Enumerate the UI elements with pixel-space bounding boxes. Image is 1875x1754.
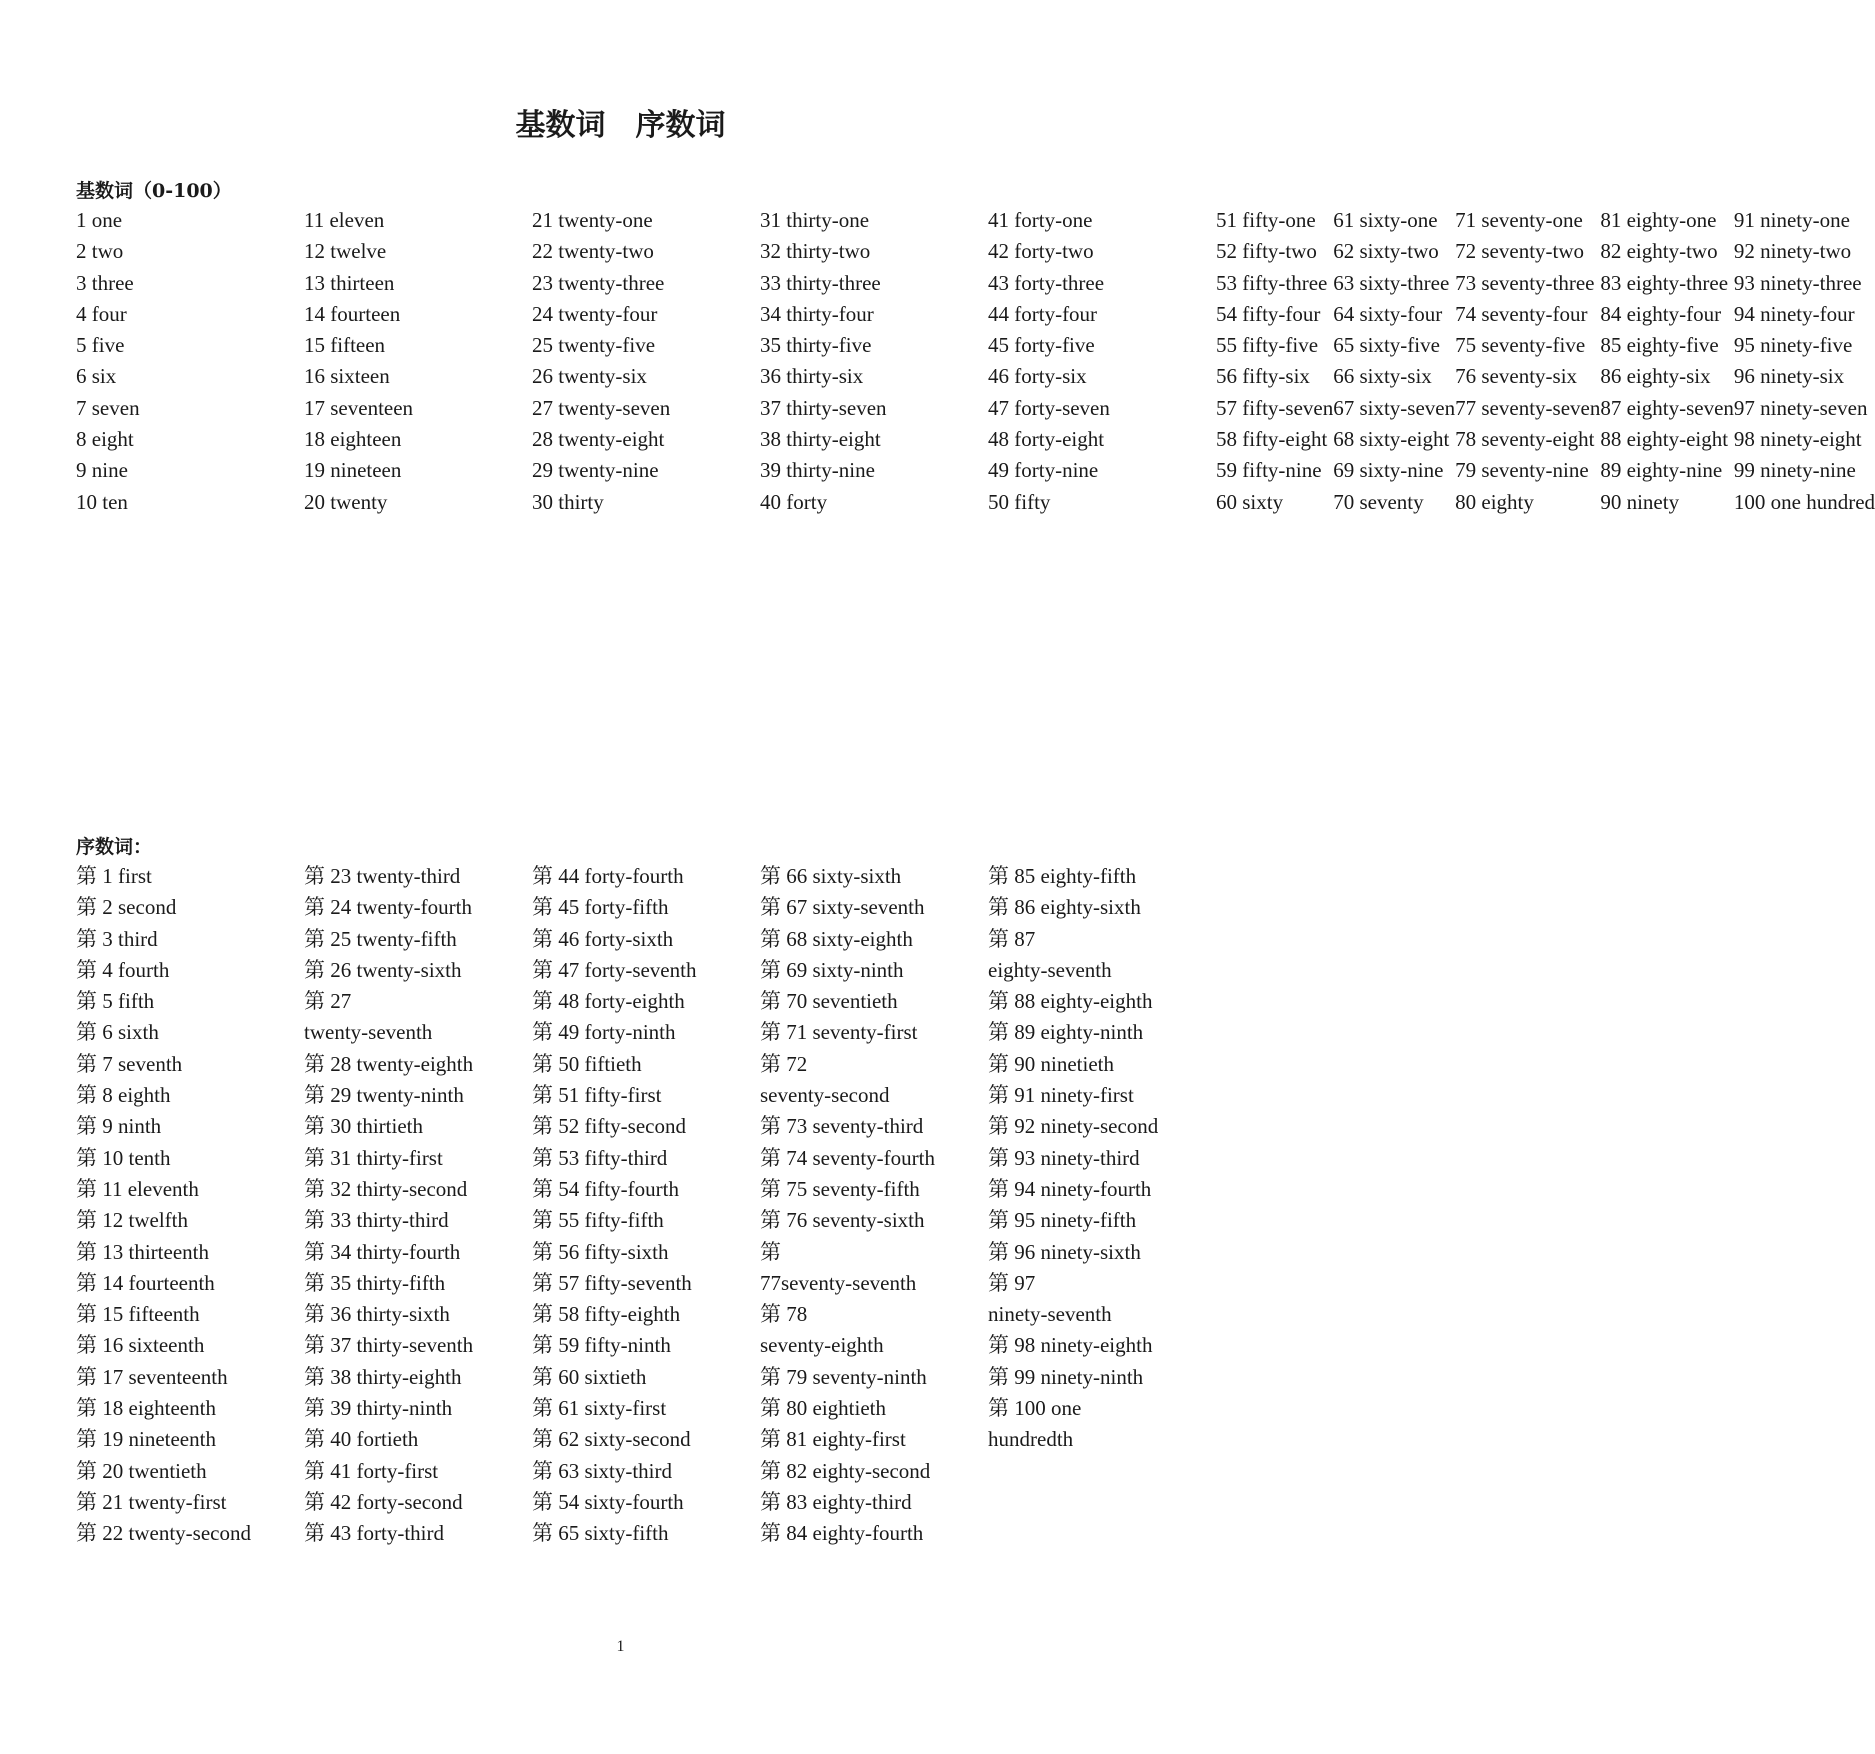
table-cell: 第 5 fifth — [76, 989, 155, 1014]
table-cell: 第 99 ninety-ninth — [988, 1364, 1144, 1389]
table-cell: 42 forty-two — [988, 239, 1094, 264]
table-cell: 7 seven — [76, 395, 140, 420]
table-cell: 第 59 fifty-ninth — [532, 1333, 671, 1358]
table-cell: 第 79 seventy-ninth — [760, 1364, 927, 1389]
table-cell: 第 4 fourth — [76, 957, 170, 982]
table-cell: 第 38 thirty-eighth — [304, 1364, 462, 1389]
table-cell: 82 eighty-two — [1600, 239, 1718, 264]
table-cell: 35 thirty-five — [760, 333, 872, 358]
cardinal-table — [76, 205, 1875, 518]
table-cell: 22 twenty-two — [532, 239, 654, 264]
table-cell: 第 30 thirtieth — [304, 1114, 423, 1139]
table-cell: 56 fifty-six — [1216, 364, 1310, 389]
cardinal-heading: 基数词（0-100） — [76, 180, 232, 202]
table-cell: 第 37 thirty-seventh — [304, 1333, 474, 1358]
table-cell: 47 forty-seven — [988, 395, 1110, 420]
table-cell: 24 twenty-four — [532, 301, 658, 326]
table-cell: 75 seventy-five — [1455, 333, 1586, 358]
table-cell: 第 90 ninetieth — [988, 1051, 1114, 1076]
table-cell: 第 22 twenty-second — [76, 1521, 251, 1546]
table-cell: 第 52 fifty-second — [532, 1114, 686, 1139]
table-cell: 第 98 ninety-eighth — [988, 1333, 1153, 1358]
table-cell: 第 23 twenty-third — [304, 864, 461, 888]
table-cell: 76 seventy-six — [1455, 364, 1578, 389]
table-cell: 第 60 sixtieth — [532, 1364, 647, 1389]
table-cell: 84 eighty-four — [1600, 301, 1722, 326]
table-cell: 64 sixty-four — [1333, 301, 1443, 326]
table-cell: 3 three — [76, 270, 134, 295]
table-cell: 第 58 fifty-eighth — [532, 1302, 681, 1327]
table-cell: 第 63 sixty-third — [532, 1458, 672, 1483]
table-cell: 50 fifty — [988, 489, 1051, 514]
table-cell: 第 25 twenty-fifth — [304, 926, 457, 951]
table-cell: 11 eleven — [304, 208, 385, 232]
table-cell: 18 eighteen — [304, 427, 402, 452]
table-cell: 第 16 sixteenth — [76, 1333, 205, 1358]
table-cell: 54 fifty-four — [1216, 301, 1321, 326]
table-cell: 52 fifty-two — [1216, 239, 1317, 264]
table-cell: 17 seventeen — [304, 395, 414, 420]
table-cell: 77 seventy-seven — [1455, 395, 1601, 420]
table-cell: 第 82 eighty-second — [760, 1458, 931, 1483]
table-cell: 69 sixty-nine — [1333, 458, 1444, 483]
table-cell: 68 sixty-eight — [1333, 427, 1450, 452]
table-cell: 第 17 seventeenth — [76, 1364, 228, 1389]
table-cell: 第 50 fiftieth — [532, 1051, 642, 1076]
table-cell: 25 twenty-five — [532, 333, 656, 358]
table-cell: 第 91 ninety-first — [988, 1083, 1134, 1108]
table-cell — [988, 1518, 1216, 1549]
table-cell: 第 96 ninety-sixth — [988, 1239, 1141, 1264]
table-cell: 第 71 seventy-first — [760, 1020, 918, 1045]
table-cell: 16 sixteen — [304, 364, 390, 389]
table-cell: 第 56 fifty-sixth — [532, 1239, 669, 1264]
table-cell: eighty-seventh — [988, 957, 1112, 982]
table-cell: 第 32 thirty-second — [304, 1176, 468, 1201]
table-cell: 第 1 first — [76, 864, 152, 888]
table-cell: 6 six — [76, 364, 117, 389]
table-cell: 第 75 seventy-fifth — [760, 1176, 920, 1201]
table-cell: 89 eighty-nine — [1600, 458, 1723, 483]
table-cell: 第 20 twentieth — [76, 1458, 207, 1483]
table-cell: 28 twenty-eight — [532, 427, 665, 452]
table-cell: 第 49 forty-ninth — [532, 1020, 676, 1045]
table-cell: 73 seventy-three — [1455, 270, 1595, 295]
table-cell: 49 forty-nine — [988, 458, 1099, 483]
table-cell: 第 29 twenty-ninth — [304, 1083, 464, 1108]
table-cell: 第 3 third — [76, 926, 158, 951]
table-cell: 第 26 twenty-sixth — [304, 957, 462, 982]
table-cell: 72 seventy-two — [1455, 239, 1585, 264]
table-cell: 第 14 fourteenth — [76, 1270, 215, 1295]
table-cell: 第 24 twenty-fourth — [304, 895, 472, 920]
table-cell: 58 fifty-eight — [1216, 427, 1328, 452]
table-cell: 第 7 seventh — [76, 1051, 183, 1076]
table-cell: 27 twenty-seven — [532, 395, 671, 420]
table-cell: 79 seventy-nine — [1455, 458, 1589, 483]
table-cell: 44 forty-four — [988, 301, 1098, 326]
table-cell: 第 89 eighty-ninth — [988, 1020, 1144, 1045]
table-cell: 19 nineteen — [304, 458, 402, 483]
table-cell: 第 81 eighty-first — [760, 1427, 906, 1452]
table-cell: 第 12 twelfth — [76, 1208, 188, 1233]
table-cell: 2 two — [76, 239, 124, 264]
table-cell: 88 eighty-eight — [1600, 427, 1729, 452]
table-cell: 53 fifty-three — [1216, 270, 1328, 295]
table-cell: 20 twenty — [304, 489, 388, 514]
table-cell: 55 fifty-five — [1216, 333, 1319, 358]
table-cell: 57 fifty-seven — [1216, 395, 1334, 420]
table-cell: 87 eighty-seven — [1600, 395, 1734, 420]
table-cell: 第 93 ninety-third — [988, 1145, 1140, 1170]
table-cell: 第 13 thirteenth — [76, 1239, 209, 1264]
table-cell: 第 54 fifty-fourth — [532, 1176, 679, 1201]
table-cell: 第 40 fortieth — [304, 1427, 419, 1452]
table-cell — [988, 1456, 1216, 1487]
table-cell: 第 76 seventy-sixth — [760, 1208, 925, 1233]
table-cell: 60 sixty — [1216, 489, 1284, 514]
table-cell: 第 67 sixty-seventh — [760, 895, 925, 920]
table-cell: 97 ninety-seven — [1733, 395, 1868, 420]
table-cell: 71 seventy-one — [1455, 208, 1583, 232]
table-cell: 第 42 forty-second — [304, 1489, 463, 1514]
table-cell: 第 65 sixty-fifth — [532, 1521, 669, 1546]
ordinal-table — [76, 861, 1216, 1550]
table-cell: 66 sixty-six — [1333, 364, 1432, 389]
table-cell: 第 27 — [304, 989, 352, 1014]
table-cell: 9 nine — [76, 458, 128, 483]
table-cell: 15 fifteen — [304, 333, 386, 358]
table-cell: 第 15 fifteenth — [76, 1302, 200, 1327]
table-cell: 第 62 sixty-second — [532, 1427, 691, 1452]
table-cell: 38 thirty-eight — [760, 427, 881, 452]
table-cell: 67 sixty-seven — [1333, 395, 1456, 420]
table-cell: 第 53 fifty-third — [532, 1145, 668, 1170]
table-cell: 31 thirty-one — [760, 208, 870, 232]
table-cell: 第 74 seventy-fourth — [760, 1145, 935, 1170]
table-cell: 78 seventy-eight — [1455, 427, 1595, 452]
table-cell: 5 five — [76, 333, 125, 358]
table-cell: 第 87 — [988, 926, 1036, 951]
table-cell: 63 sixty-three — [1333, 270, 1450, 295]
table-cell: 43 forty-three — [988, 270, 1105, 295]
table-cell: 第 2 second — [76, 895, 177, 920]
table-cell: 第 73 seventy-third — [760, 1114, 924, 1139]
table-cell: 83 eighty-three — [1600, 270, 1729, 295]
table-cell: 81 eighty-one — [1600, 208, 1717, 232]
table-cell: 第 45 forty-fifth — [532, 895, 669, 920]
table-cell: 23 twenty-three — [532, 270, 665, 295]
table-cell: 70 seventy — [1333, 489, 1424, 514]
table-cell: 第 54 sixty-fourth — [532, 1489, 684, 1514]
table-cell: 13 thirteen — [304, 270, 395, 295]
table-cell: 第 28 twenty-eighth — [304, 1051, 474, 1076]
table-cell: 第 8 eighth — [76, 1083, 171, 1108]
table-cell: 41 forty-one — [988, 208, 1093, 232]
table-cell: 36 thirty-six — [760, 364, 864, 389]
table-cell — [988, 1487, 1216, 1518]
table-cell: 10 ten — [76, 489, 128, 514]
table-cell: 第 55 fifty-fifth — [532, 1208, 664, 1233]
table-cell: 99 ninety-nine — [1733, 458, 1856, 483]
table-cell: 第 84 eighty-fourth — [760, 1521, 924, 1546]
table-cell: 第 51 fifty-first — [532, 1083, 662, 1108]
table-cell: 33 thirty-three — [760, 270, 881, 295]
table-cell: 77seventy-seventh — [760, 1270, 917, 1295]
table-cell: 第 9 ninth — [76, 1114, 162, 1139]
table-cell: 第 44 forty-fourth — [532, 864, 684, 888]
table-cell: hundredth — [988, 1427, 1074, 1452]
table-cell: 第 68 sixty-eighth — [760, 926, 913, 951]
table-cell: 40 forty — [760, 489, 828, 514]
table-cell: 100 one hundred — [1733, 489, 1875, 514]
table-cell: 91 ninety-one — [1733, 208, 1850, 232]
table-cell: seventy-eighth — [760, 1333, 884, 1358]
table-cell: 第 6 sixth — [76, 1020, 159, 1045]
table-cell: 第 80 eightieth — [760, 1396, 886, 1421]
table-cell: 1 one — [76, 208, 123, 232]
table-cell: 65 sixty-five — [1333, 333, 1440, 358]
table-cell: 4 four — [76, 301, 127, 326]
table-cell: 8 eight — [76, 427, 134, 452]
table-cell: 第 11 eleventh — [76, 1176, 199, 1201]
table-cell: 95 ninety-five — [1733, 333, 1853, 358]
table-cell: 第 34 thirty-fourth — [304, 1239, 461, 1264]
table-cell: 第 31 thirty-first — [304, 1145, 443, 1170]
table-cell: 第 33 thirty-third — [304, 1208, 449, 1233]
table-cell: 46 forty-six — [988, 364, 1087, 389]
table-cell: 12 twelve — [304, 239, 387, 264]
table-cell: 62 sixty-two — [1333, 239, 1439, 264]
table-cell: 第 18 eighteenth — [76, 1396, 216, 1421]
table-cell: 39 thirty-nine — [760, 458, 875, 483]
table-cell: 第 19 nineteenth — [76, 1427, 216, 1452]
table-cell: 第 35 thirty-fifth — [304, 1270, 446, 1295]
table-cell: 第 10 tenth — [76, 1145, 171, 1170]
table-cell: 第 47 forty-seventh — [532, 957, 697, 982]
table-cell: 86 eighty-six — [1600, 364, 1711, 389]
table-cell: ninety-seventh — [988, 1302, 1112, 1327]
table-cell: 第 72 — [760, 1051, 808, 1076]
table-cell: 第 94 ninety-fourth — [988, 1176, 1152, 1201]
table-cell: 34 thirty-four — [760, 301, 874, 326]
page-title: 基数词 序数词 — [515, 108, 726, 143]
table-cell: 45 forty-five — [988, 333, 1095, 358]
table-cell: 61 sixty-one — [1333, 208, 1438, 232]
table-cell: 第 97 — [988, 1270, 1036, 1295]
table-cell: 80 eighty — [1455, 489, 1534, 514]
table-cell: 第 100 one — [988, 1396, 1082, 1421]
table-cell: 14 fourteen — [304, 301, 401, 326]
table-cell: 92 ninety-two — [1733, 239, 1852, 264]
table-cell: 第 70 seventieth — [760, 989, 898, 1014]
table-cell: 第 85 eighty-fifth — [988, 864, 1137, 888]
table-cell: 第 78 — [760, 1302, 808, 1327]
table-cell: 29 twenty-nine — [532, 458, 659, 483]
table-cell: 第 46 forty-sixth — [532, 926, 674, 951]
table-cell: 第 86 eighty-sixth — [988, 895, 1141, 920]
table-cell: 90 ninety — [1600, 489, 1680, 514]
table-cell: 93 ninety-three — [1733, 270, 1862, 295]
table-cell: 第 43 forty-third — [304, 1521, 444, 1546]
table-cell: 第 36 thirty-sixth — [304, 1302, 450, 1327]
table-cell: 第 57 fifty-seventh — [532, 1270, 692, 1295]
table-cell: 30 thirty — [532, 489, 604, 514]
table-cell: 第 95 ninety-fifth — [988, 1208, 1137, 1233]
ordinal-heading: 序数词： — [76, 836, 153, 858]
table-cell: 59 fifty-nine — [1216, 458, 1322, 483]
table-cell: 32 thirty-two — [760, 239, 871, 264]
table-cell: 第 21 twenty-first — [76, 1489, 227, 1514]
table-cell: 第 — [760, 1239, 781, 1264]
table-cell: 98 ninety-eight — [1733, 427, 1862, 452]
table-cell: 37 thirty-seven — [760, 395, 887, 420]
table-cell: 48 forty-eight — [988, 427, 1105, 452]
table-cell: 第 92 ninety-second — [988, 1114, 1159, 1139]
table-cell: 94 ninety-four — [1733, 301, 1855, 326]
table-cell: 第 66 sixty-sixth — [760, 864, 902, 888]
table-cell: 第 61 sixty-first — [532, 1396, 667, 1421]
table-cell: 第 83 eighty-third — [760, 1489, 912, 1514]
table-cell: 51 fifty-one — [1216, 208, 1316, 232]
table-cell: 第 88 eighty-eighth — [988, 989, 1153, 1014]
table-cell: 96 ninety-six — [1733, 364, 1845, 389]
table-cell: 26 twenty-six — [532, 364, 647, 389]
table-cell: 第 69 sixty-ninth — [760, 957, 904, 982]
table-cell: 第 39 thirty-ninth — [304, 1396, 453, 1421]
table-cell: seventy-second — [760, 1083, 890, 1108]
table-cell: 74 seventy-four — [1455, 301, 1588, 326]
table-cell: 85 eighty-five — [1600, 333, 1719, 358]
table-cell: 第 41 forty-first — [304, 1458, 439, 1483]
table-cell: 21 twenty-one — [532, 208, 653, 232]
table-cell: 第 48 forty-eighth — [532, 989, 685, 1014]
page-number: 1 — [616, 1638, 625, 1655]
table-cell: twenty-seventh — [304, 1020, 433, 1045]
